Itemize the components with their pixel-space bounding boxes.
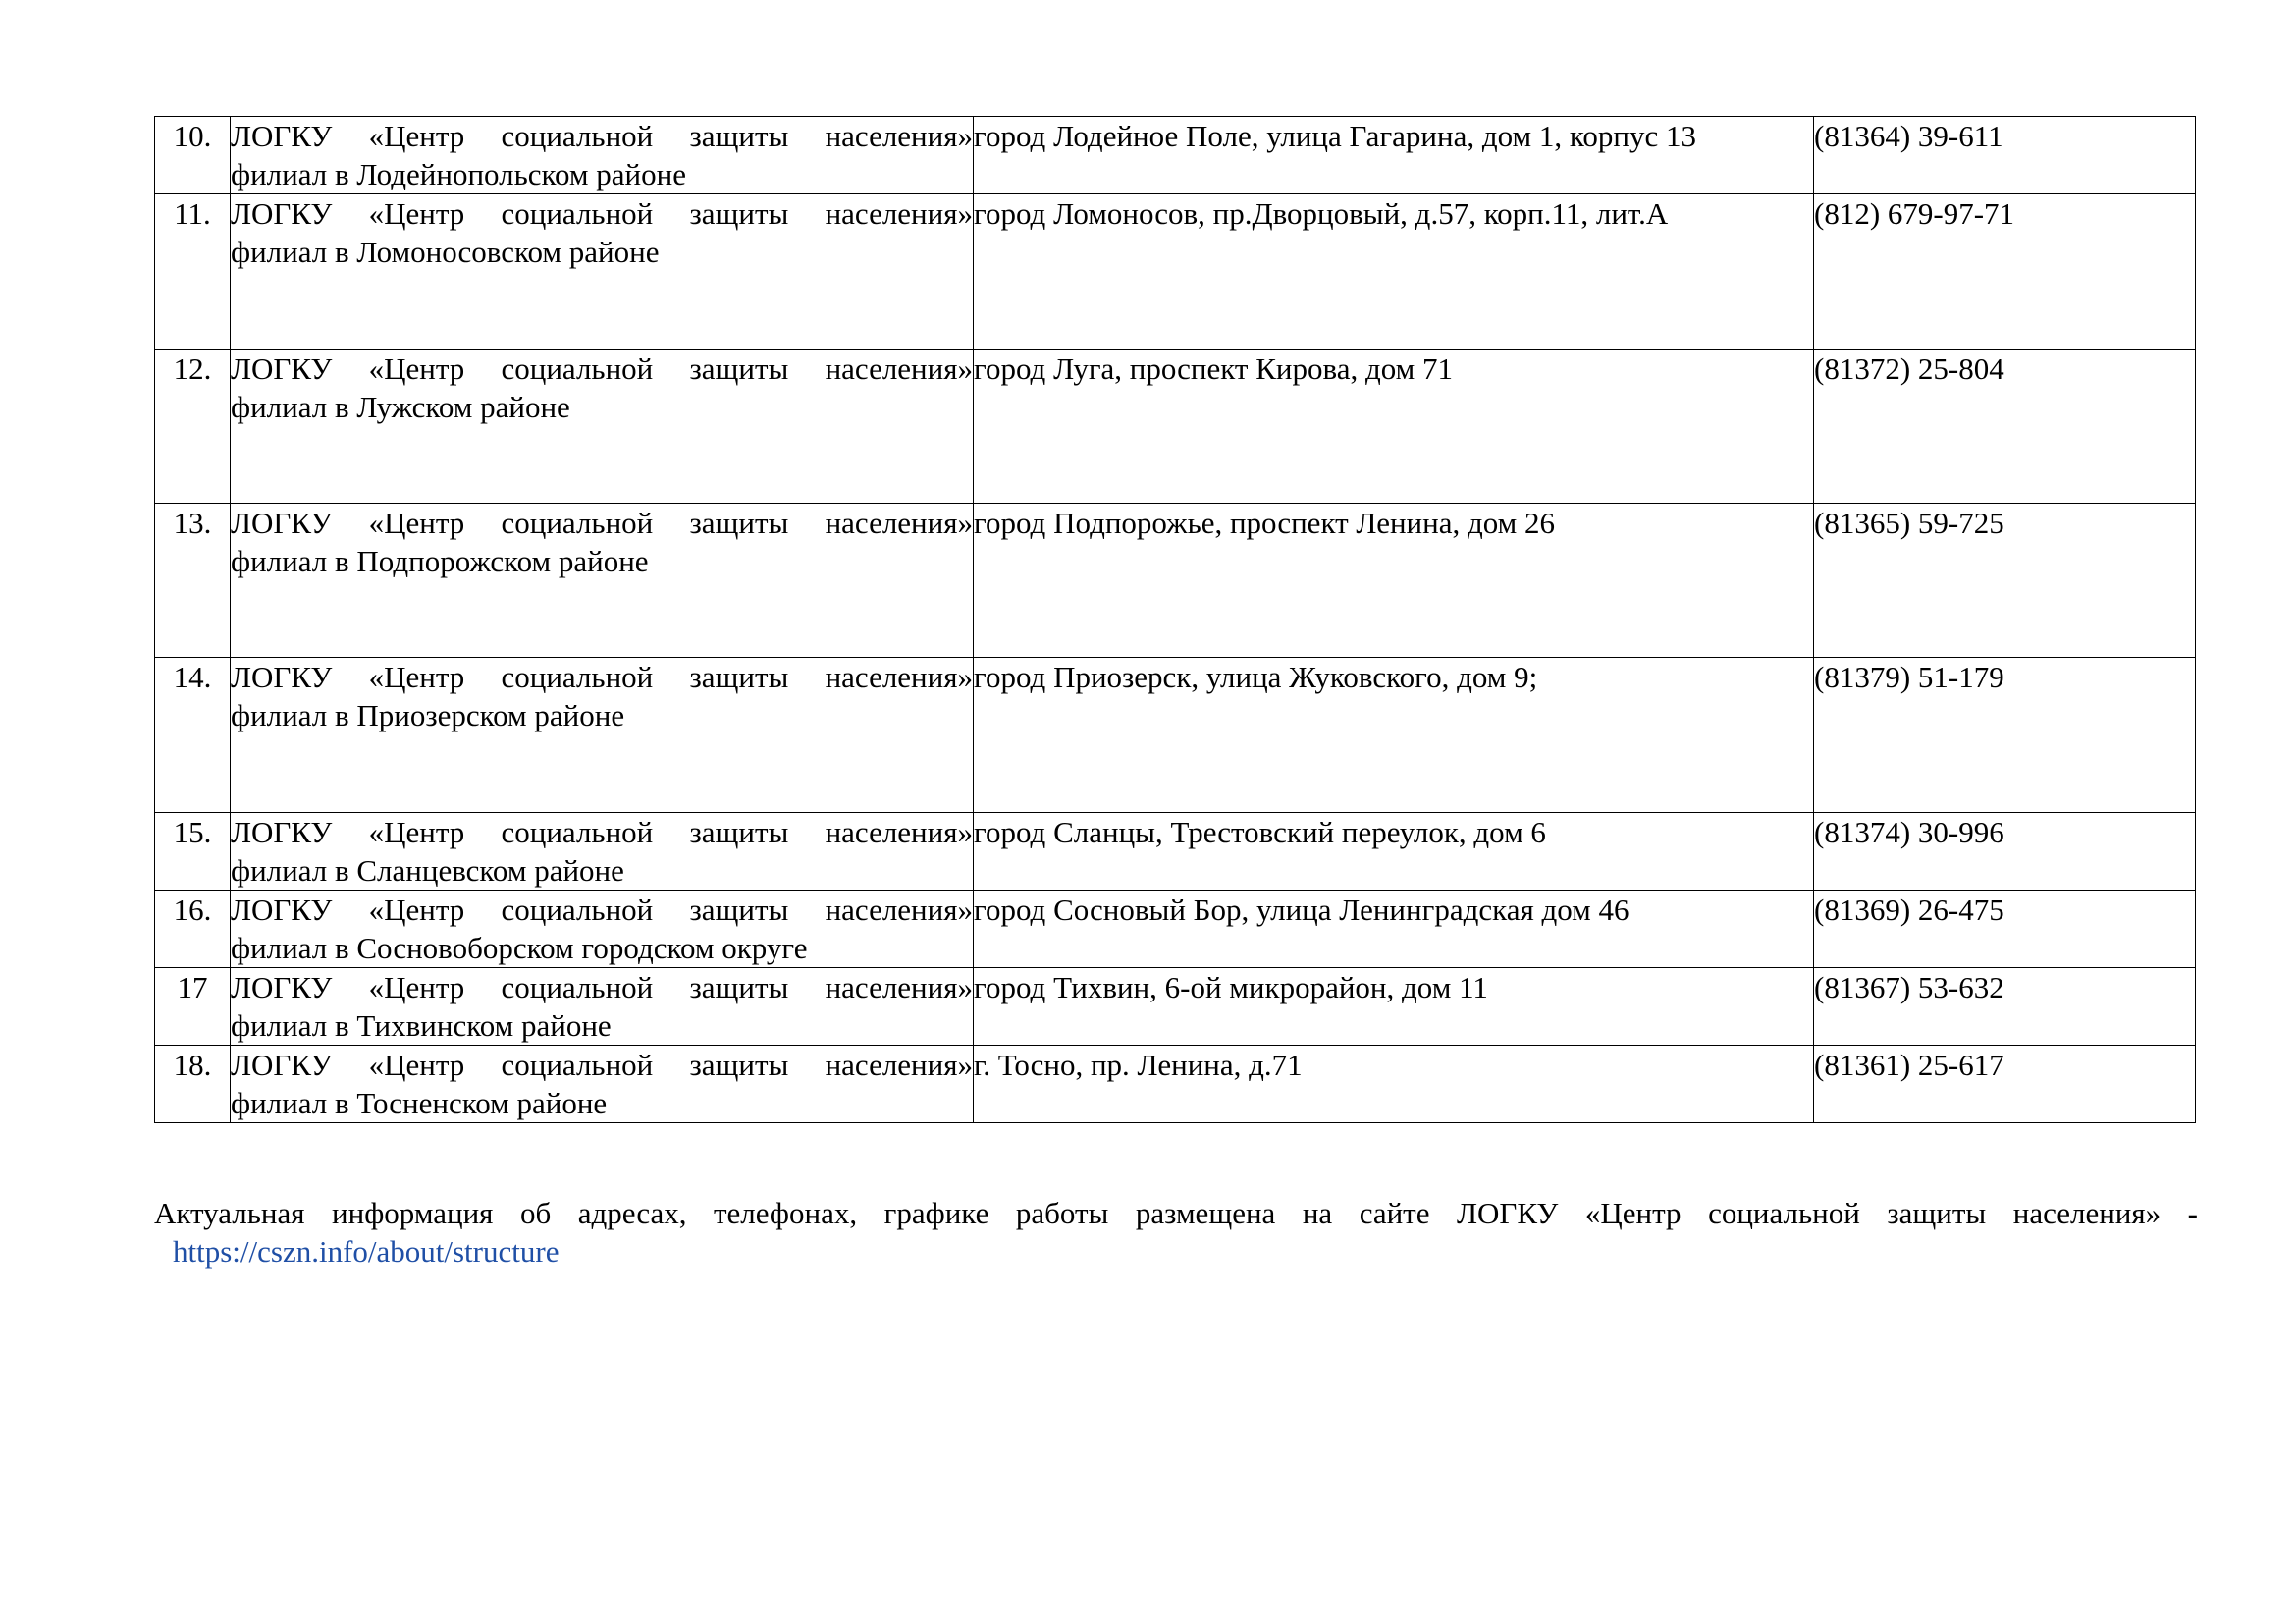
branch-name: филиал в Приозерском районе — [231, 698, 625, 732]
branch-name: филиал в Лодейнопольском районе — [231, 157, 686, 191]
organization-name: ЛОГКУ «Центр социальной защиты населения» — [231, 815, 973, 849]
address-cell: город Луга, проспект Кирова, дом 71 — [974, 350, 1814, 504]
organization-cell — [231, 1046, 974, 1123]
branch-name: филиал в Тосненском районе — [231, 1086, 608, 1120]
organization-cell — [231, 968, 974, 1046]
row-number: 18. — [155, 1046, 231, 1123]
branch-name: филиал в Тихвинском районе — [231, 1008, 612, 1043]
organization-name: ЛОГКУ «Центр социальной защиты населения» — [231, 119, 973, 153]
row-number: 14. — [155, 658, 231, 813]
row-number: 13. — [155, 504, 231, 658]
table-row — [155, 1046, 2196, 1123]
branches-table — [154, 116, 2196, 1123]
organization-cell — [231, 504, 974, 658]
row-number: 17 — [155, 968, 231, 1046]
phone-cell: (81364) 39-611 — [1814, 117, 2196, 194]
organization-name: ЛОГКУ «Центр социальной защиты населения» — [231, 352, 973, 386]
address-cell: город Сланцы, Трестовский переулок, дом 6 — [974, 813, 1814, 891]
address-cell: город Тихвин, 6-ой микрорайон, дом 11 — [974, 968, 1814, 1046]
table-row — [155, 350, 2196, 504]
footer-note — [154, 1194, 2198, 1271]
organization-name: ЛОГКУ «Центр социальной защиты населения» — [231, 506, 973, 540]
row-number: 16. — [155, 891, 231, 968]
phone-cell: (81379) 51-179 — [1814, 658, 2196, 813]
structure-link[interactable]: https://cszn.info/about/structure — [173, 1234, 560, 1269]
branch-name: филиал в Подпорожском районе — [231, 544, 649, 578]
row-number: 12. — [155, 350, 231, 504]
organization-cell — [231, 891, 974, 968]
table-row — [155, 813, 2196, 891]
organization-cell — [231, 350, 974, 504]
phone-cell: (81374) 30-996 — [1814, 813, 2196, 891]
branch-name: филиал в Лужском районе — [231, 390, 570, 424]
address-cell: город Подпорожье, проспект Ленина, дом 26 — [974, 504, 1814, 658]
organization-name: ЛОГКУ «Центр социальной защиты населения» — [231, 970, 973, 1004]
phone-cell: (81365) 59-725 — [1814, 504, 2196, 658]
table-row — [155, 504, 2196, 658]
address-cell: город Ломоносов, пр.Дворцовый, д.57, корп.11, лит.А — [974, 194, 1814, 350]
table-row — [155, 891, 2196, 968]
address-cell: город Сосновый Бор, улица Ленинградская дом 46 — [974, 891, 1814, 968]
row-number: 11. — [155, 194, 231, 350]
organization-name: ЛОГКУ «Центр социальной защиты населения» — [231, 1048, 973, 1082]
table-row — [155, 968, 2196, 1046]
row-number: 10. — [155, 117, 231, 194]
organization-cell — [231, 813, 974, 891]
phone-cell: (81372) 25-804 — [1814, 350, 2196, 504]
phone-cell: (81367) 53-632 — [1814, 968, 2196, 1046]
row-number: 15. — [155, 813, 231, 891]
phone-cell: (81369) 26-475 — [1814, 891, 2196, 968]
table-row — [155, 117, 2196, 194]
address-cell: город Приозерск, улица Жуковского, дом 9; — [974, 658, 1814, 813]
phone-cell: (812) 679-97-71 — [1814, 194, 2196, 350]
table-row — [155, 194, 2196, 350]
address-cell: город Лодейное Поле, улица Гагарина, дом 1, корпус 13 — [974, 117, 1814, 194]
branch-name: филиал в Сланцевском районе — [231, 853, 624, 888]
address-cell: г. Тосно, пр. Ленина, д.71 — [974, 1046, 1814, 1123]
table-row — [155, 658, 2196, 813]
organization-cell — [231, 194, 974, 350]
phone-cell: (81361) 25-617 — [1814, 1046, 2196, 1123]
organization-cell — [231, 117, 974, 194]
organization-name: ЛОГКУ «Центр социальной защиты населения» — [231, 660, 973, 694]
footer-text: Актуальная информация об адресах, телефонах, графике работы размещена на сайте ЛОГКУ «Центр социальной защиты населения» - — [154, 1196, 2198, 1230]
organization-name: ЛОГКУ «Центр социальной защиты населения» — [231, 196, 973, 231]
branch-name: филиал в Сосновоборском городском округе — [231, 931, 808, 965]
branch-name: филиал в Ломоносовском районе — [231, 235, 660, 269]
organization-name: ЛОГКУ «Центр социальной защиты населения» — [231, 893, 973, 927]
organization-cell — [231, 658, 974, 813]
